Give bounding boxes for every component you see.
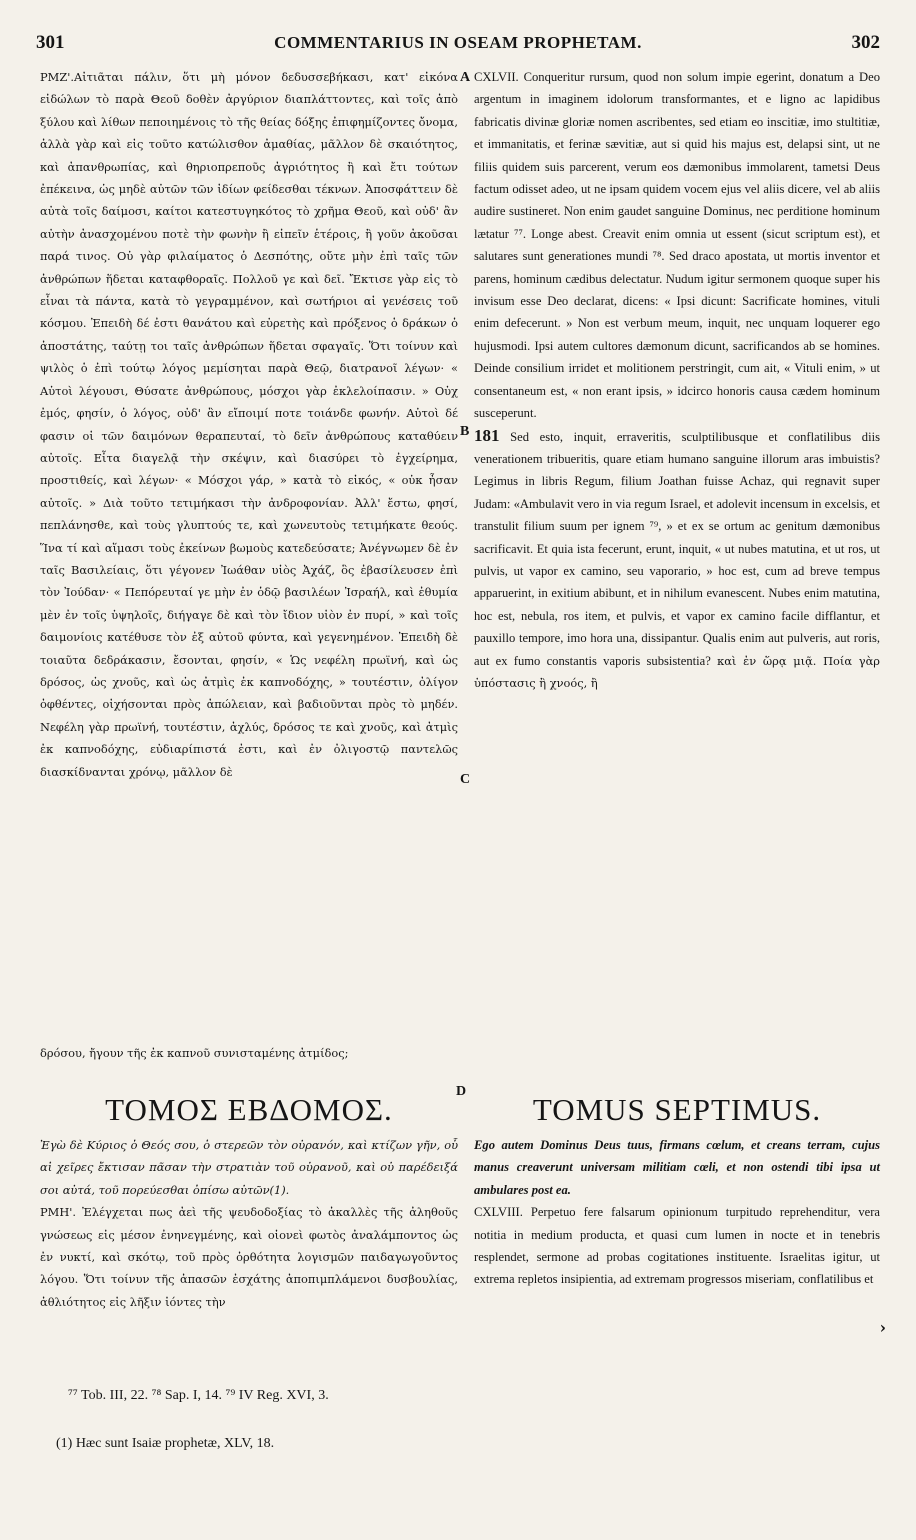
latin-paragraph-147: CXLVII. Conqueritur rursum, quod non solum impie egerint, donatum a Deo argentum in imaginem idolorum transformantes, et e ligno ac lapidibus fabricatis divinæ gloriæ nomen ascribentes, sed etiam eo inscitiæ, imo stultitiæ, et immanitatis, et ferinæ sævitiæ, aut si quid his majus est, delapsi sint, ut ne filiis quidem suis parcerent, verum eos dæmonibus immolarent, tametsi Deus factum odisset adeo, ut ne ipsam quidem vocem ejus vel aliis dicere, vel ab aliis audire sustineret. Non enim gaudet sanguine Dominus, nec perditione hominum lætatur ⁷⁷. Longe abest. Creavit enim omnia ut essent (sicut scriptum est), et salutares sunt generationes mundi ⁷⁸. Sed draco apostata, ut mortis inventor et parens, hominum cædibus delectatur. Nudum igitur sermonem quoque super his invisum esse Deo declarat, dicens: « Ipsi dicunt: Sacrificate homines, vituli enim defecerunt. » Non est verbum meum, inquit, nec unquam loquerer ego hujusmodi. Ipsi autem cultores dæmonum dicunt, sacrificandos ab se homines. Deinde consilium irridet et molitionem perstringit, cum ait, « Vituli enim, » ut consentaneum est, « non erant ipsis, » idcirco honoris causa cædem hominum susceperunt.: [474, 70, 880, 421]
footnote-isaiah: (1) Hæc sunt Isaiæ prophetæ, XLV, 18.: [56, 1436, 275, 1451]
tomus-heading-latin: TOMUS SEPTIMUS.: [532, 1092, 822, 1127]
margin-marker-c: C: [460, 772, 471, 787]
margin-marker-b: B: [460, 424, 470, 439]
column-number-181: 181: [474, 425, 500, 445]
greek-paragraph-148: ΡΜΗ'. Ἐλέγχεται πως ἀεὶ τῆς ψευδοδοξίας τὸ ἀκαλλὲς τῆς ἀληθοῦς γνώσεως εἰς μέσον ἐνηνεγμένης, καὶ οἱονεὶ φωτὸς ἀναλάμποντος ὡς ἐν νυκτί, καὶ σκότῳ, τοῦ πρὸς ὀρθότητα λογισμῶν παιδαγωγοῦντος λόγου. Ὅτι τοίνυν τῆς ἀπασῶν ἐσχάτης ἀποπιμπλάμενοι δυσβουλίας, ἀθλιότητος εἰς λῆξιν ἰόντες τὴν: [40, 1205, 458, 1309]
margin-marker-d: D: [456, 1084, 467, 1099]
running-title: COMMENTARIUS IN OSEAM PROPHETAM.: [274, 33, 642, 52]
latin-paragraph-147b: 181 Sed esto, inquit, erraveritis, sculptilibusque et conflatilibus diis venerationem tribueritis, quare etiam humano sanguine illorum aras imbuistis? Legimus in libris Regum, filium Joathan fuisse Achaz, qui regnavit super Judam: «Ambulavit vero in via regum Israel, et adolevit incensum in excelsis, et transtulit filium suum per ignem ⁷⁹, » et ex se ortum ac genitum dæmonibus sacrificavit. Et quia ista fecerunt, erunt, inquit, « ut nubes matutina, et ut ros, ut pulvis, ut vapor ex camino, seu vaporario, » hoc est, cum ad breve tempus apparuerint, in exitium abibunt, et in nihilum evanescent. Nubes enim matutina, hoc est, nebula, ros item, et pulvis, et vapor ex camino facile difflantur, et pauxillo tempore, imo hora una, dissipantur. Qualis enim aut pulveris, aut roris, aut ex fumo constantis vaporis subsistentia? καὶ ἐν ὥρᾳ μιᾷ. Ποία γὰρ ὑπόστασις ἢ χνοός, ἢ: [474, 425, 880, 690]
latin-scripture-quote: Ego autem Dominus Deus tuus, firmans cœlum, et creans terram, cujus manus creaverunt universam militiam cœli, et non ostendi tibi ipsa ut ambulares post ea.: [474, 1138, 880, 1197]
greek-column-1: [40, 66, 458, 783]
tomus-heading-greek: ΤΟΜΟΣ ΕΒΔΟΜΟΣ.: [105, 1092, 393, 1127]
greek-tail: καὶ ἐν ὥρᾳ μιᾷ. Ποία γὰρ ὑπόστασις ἢ χνοός, ἢ: [474, 653, 880, 690]
greek-paragraph-147: ΡΜΖ'.Αἰτιᾶται πάλιν, ὅτι μὴ μόνον δεδυσσεβήκασι, κατ' εἰκόνα εἰδώλων τὸ παρὰ Θεοῦ δοθὲν ἀργύριον διαπλάττοντες, καὶ τοῖς ἀπὸ ξύλου καὶ λίθων πεποιημένοις τὸ τῆς θείας δόξης ἐπιφημίζοντες ὄνομα, ἀλλὰ γὰρ καὶ εἰς τοῦτο κατώλισθον ἀμαθίας, μᾶλλον δὲ σκαιότητος, καὶ ἀπανθρωπίας, καὶ θηριοπρεποῦς ἀγριότητος ἢ καὶ ἔτι τούτων ἐπέκεινα, ὡς μηδὲ αὐτῶν τῶν ἰδίων φείδεσθαι τέκνων. Ἀποσφάττειν δὲ αὐτὰ τοῖς δαίμοσι, καίτοι κατεστυγηκότος τὸ χρῆμα Θεοῦ, καὶ οὐδ' ἂν αὐτὴν ἀνασχομένου ποτὲ τὴν φωνὴν ἢ εἰπεῖν ἑτέροις, ἢ γοῦν ἀκοῦσαι παρά τινος. Οὐ γὰρ φιλαίματος ὁ Δεσπότης, οὔτε μὴν ἐπὶ ταῖς τῶν ἀνθρώπων ἥδεται καταφθοραῖς. Πολλοῦ γε καὶ δεῖ. Ἔκτισε γὰρ εἰς τὸ εἶναι τὰ πάντα, κατὰ τὸ γεγραμμένον, καὶ σωτήριοι αἱ γενέσεις τοῦ κόσμου. Ἐπειδὴ δέ ἐστι θανάτου καὶ εὑρετὴς καὶ πρόξενος ὁ δράκων ὁ ἀποστάτης, ταύτῃ τοι ταῖς ἀνθρώπων ἥδεται σφαγαῖς. Ὅτι τοίνυν καὶ ψιλὸς ὁ ἐπὶ τούτῳ λόγος μεμίσηται παρὰ Θεῷ, διατρανοῖ λέγων· « Αὐτοὶ λέγουσι, Θύσατε ἀνθρώπους, μόσχοι γὰρ ἐκλελοίπασιν. » Οὐχ ἐμός, φησίν, ὁ λόγος, οὐδ' ἂν εἴποιμί ποτε τοιάνδε φωνήν. Αὐτοὶ δέ φασιν οἱ τῶν δαιμόνων θεραπευταί, τὸ δεῖν ἀνθρώπους καταθύειν αὐτοῖς. Εἶτα διαγελᾷ τὴν σκέψιν, καὶ διασύρει τὸ ἐγχείρημα, προστιθείς, καὶ λέγων· « Μόσχοι γάρ, » κατὰ τὸ εἰκός, « οὐκ ἦσαν αὐτοῖς. » Διὰ τοῦτο τετιμήκασι τὴν ἀνδροφονίαν. Ἀλλ' ἔστω, φησί, πεπλάνησθε, καὶ τοὺς γλυπτούς τε, καὶ χωνευτοὺς τετιμήκατε θεούς. Ἵνα τί καὶ αἵμασι τοὺς ἐκείνων βωμοὺς κατεδεύσατε; Ἀνέγνωμεν δὲ ἐν ταῖς Βασιλείαις, ὅτι γέγονεν Ἰωάθαν υἱὸς Ἀχάζ, ὃς ἐβασίλευσεν ἐπὶ τὸν Ἰούδαν· « Πεπόρευταί γε μὴν ἐν ὁδῷ βασιλέων Ἰσραήλ, καὶ ἐθυμία μὲν ἐν τοῖς ὑψηλοῖς, διήγαγε δὲ καὶ τὸν ἴδιον υἱὸν ἐν πυρί, » καὶ τοῖς δαιμονίοις κατέθυσε τὸν ἐξ αὐτοῦ φύντα, καὶ γεγενημένον. Ἐπειδὴ δὲ τοιαῦτα δεδράκασιν, ἔσονται, φησίν, « Ὡς νεφέλη πρωϊνή, καὶ ὡς δρόσος, ὡς χνοῦς, καὶ ὡς ἀτμὶς ἐκ καπνοδόχης, » τουτέστιν, ὀλίγον ὀφθέντες, οἰχήσονται πρὸς ἀπώλειαν, καὶ βαδιοῦνται πρὸς τὸ μηδέν. Νεφέλη γὰρ πρωϊνή, τουτέστιν, ἀχλύς, δρόσος τε καὶ χνοῦς, καὶ ἀτμὶς ἐκ καπνοδόχης, εὐδιαρίπιστά ἐστι, καὶ ἐν ὀλιγοστῷ παντελῶς διασκίδνανται χρόνῳ, μᾶλλον δὲ: [40, 70, 458, 779]
greek-scripture-quote: Ἐγὼ δὲ Κύριος ὁ Θεός σου, ὁ στερεῶν τὸν οὐρανόν, καὶ κτίζων γῆν, οὗ αἱ χεῖρες ἔκτισαν πᾶσαν τὴν στρατιὰν τοῦ οὐρανοῦ, καὶ οὐ παρέδειξά σοι αὐτά, τοῦ πορεύεσθαι ὀπίσω αὐτῶν(1).: [40, 1138, 458, 1197]
latin-column-2: [474, 1134, 880, 1291]
page-number-right: 302: [851, 32, 880, 53]
footnotes-scripture: ⁷⁷ Tob. III, 22. ⁷⁸ Sap. I, 14. ⁷⁹ IV Reg. XVI, 3.: [68, 1388, 329, 1403]
latin-paragraph-148: CXLVIII. Perpetuo fere falsarum opinionum turpitudo reprehenditur, vera notitia in medium producta, et quasi cum lumen in nocte et in tenebris resplendet, sermone ad probas cogitationes instituente. Israelitas igitur, ut extrema repletos insipientia, ad extremam progressos miseriam, conflatilibus et: [474, 1205, 880, 1287]
page-header: [36, 32, 880, 58]
greek-continuation-line: δρόσου, ἤγουν τῆς ἐκ καπνοῦ συνισταμένης ἀτμίδος;: [40, 1046, 349, 1060]
greek-column-2: [40, 1134, 458, 1313]
continuation-arrow-icon: ›: [879, 1318, 886, 1337]
page-number-left: 301: [36, 32, 65, 53]
latin-column-1: [474, 66, 880, 694]
margin-marker-a: A: [460, 70, 471, 85]
